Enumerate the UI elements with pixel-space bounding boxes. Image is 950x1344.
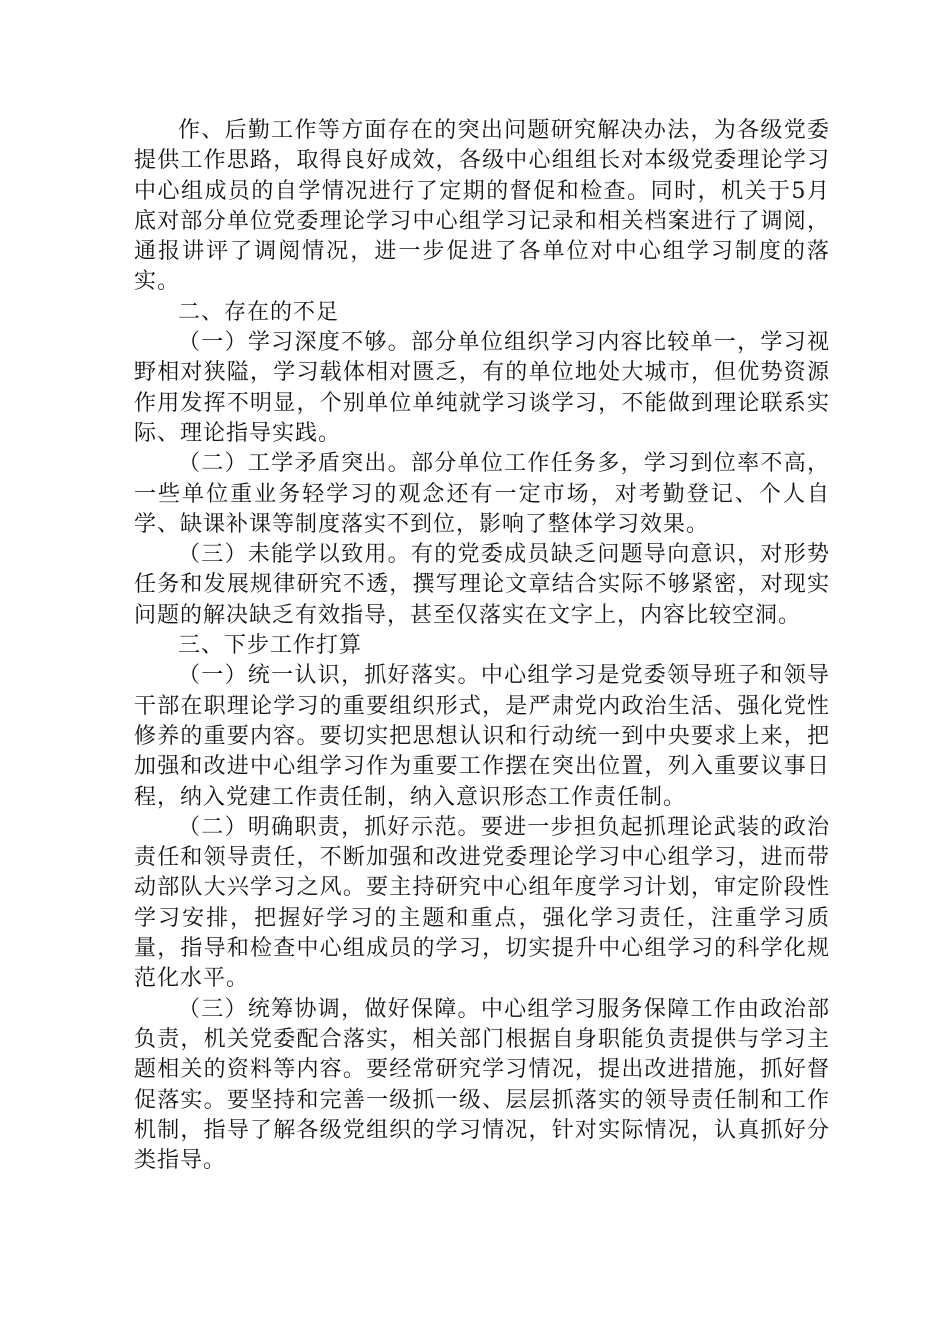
paragraph-shortcoming-2: （二）工学矛盾突出。部分单位工作任务多，学习到位率不高，一些单位重业务轻学习的观念还有一定市场，对考勤登记、个人自学、缺课补课等制度落实不到位，影响了整体学习效果。 bbox=[134, 451, 830, 537]
paragraph-next-step-1: （一）统一认识，抓好落实。中心组学习是党委领导班子和领导干部在职理论学习的重要组织形式，是严肃党内政治生活、强化党性修养的重要内容。要切实把思想认识和行动统一到中央要求上来，把加强和改进中心组学习作为重要工作摆在突出位置，列入重要议事日程，纳入党建工作责任制，纳入意识形态工作责任制。 bbox=[134, 663, 830, 810]
paragraph-next-step-2: （二）明确职责，抓好示范。要进一步担负起抓理论武装的政治责任和领导责任，不断加强和改进党委理论学习中心组学习，进而带动部队大兴学习之风。要主持研究中心组年度学习计划，审定阶段性学习安排，把握好学习的主题和重点，强化学习责任，注重学习质量，指导和检查中心组成员的学习，切实提升中心组学习的科学化规范化水平。 bbox=[134, 814, 830, 992]
paragraph-shortcoming-3: （三）未能学以致用。有的党委成员缺乏问题导向意识，对形势任务和发展规律研究不透，撰写理论文章结合实际不够紧密，对现实问题的解决缺乏有效指导，甚至仅落实在文字上，内容比较空洞。 bbox=[134, 542, 830, 628]
paragraph-next-step-3: （三）统筹协调，做好保障。中心组学习服务保障工作由政治部负责，机关党委配合落实，相关部门根据自身职能负责提供与学习主题相关的资料等内容。要经常研究学习情况，提出改进措施，抓好督促落实。要坚持和完善一级抓一级、层层抓落实的领导责任制和工作机制，指导了解各级党组织的学习情况，针对实际情况，认真抓好分类指导。 bbox=[134, 996, 830, 1174]
paragraph-shortcoming-1: （一）学习深度不够。部分单位组织学习内容比较单一，学习视野相对狭隘，学习载体相对匮乏，有的单位地处大城市，但优势资源作用发挥不明显，个别单位单纯就学习谈学习，不能做到理论联系实际、理论指导实践。 bbox=[134, 330, 830, 446]
paragraph-continuation: 作、后勤工作等方面存在的突出问题研究解决办法，为各级党委提供工作思路，取得良好成效，各级中心组组长对本级党委理论学习中心组成员的自学情况进行了定期的督促和检查。同时，机关于5月底对部分单位党委理论学习中心组学习记录和相关档案进行了调阅，通报讲评了调阅情况，进一步促进了各单位对中心组学习制度的落实。 bbox=[134, 118, 830, 295]
section-heading-shortcomings: 二、存在的不足 bbox=[178, 299, 340, 325]
section-heading-next-steps: 三、下步工作打算 bbox=[178, 633, 363, 659]
document-body bbox=[134, 116, 830, 1176]
